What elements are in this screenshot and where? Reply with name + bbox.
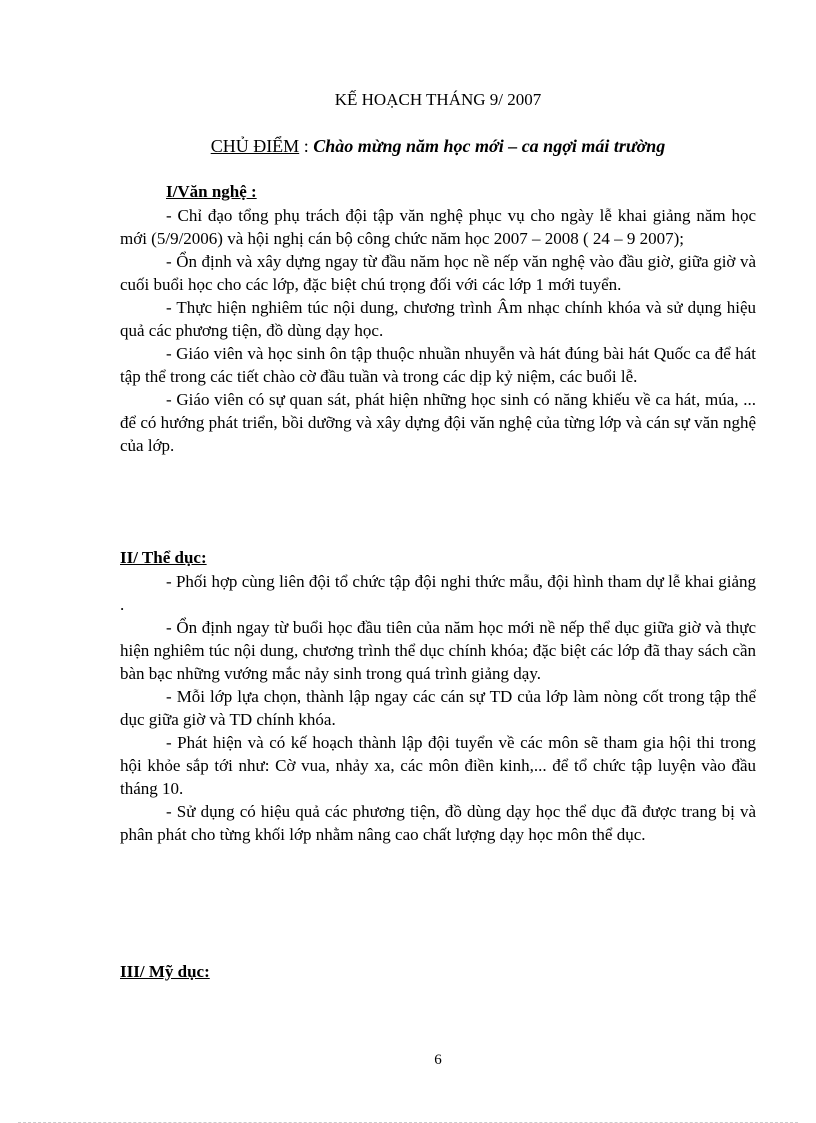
- paragraph: - Giáo viên và học sinh ôn tập thuộc nhuần nhuyễn và hát đúng bài hát Quốc ca để hát tập thể trong các tiết chào cờ đầu tuần và trong các dịp kỷ niệm, các buổi lễ.: [120, 344, 756, 386]
- paragraph: - Chỉ đạo tổng phụ trách đội tập văn nghệ phục vụ cho ngày lễ khai giảng năm học mới (5/9/2006) và hội nghị cán bộ công chức năm học 2007 – 2008 ( 24 – 9 2007);: [120, 206, 756, 248]
- paragraph: - Sử dụng có hiệu quả các phương tiện, đồ dùng dạy học thể dục đã được trang bị và phân phát cho từng khối lớp nhằm nâng cao chất lượng dạy học môn thể dục.: [120, 802, 756, 844]
- page-number: 6: [434, 1052, 442, 1068]
- theme-separator: :: [299, 136, 314, 156]
- theme-text: Chào mừng năm học mới – ca ngợi mái trường: [313, 136, 666, 156]
- section-heading-van-nghe: I/Văn nghệ :: [166, 182, 257, 201]
- section-van-nghe: [120, 204, 756, 457]
- theme-label: CHỦ ĐIỂM: [210, 136, 300, 156]
- paragraph: - Thực hiện nghiêm túc nội dung, chương trình Âm nhạc chính khóa và sử dụng hiệu quả các phương tiện, đồ dùng dạy học.: [120, 298, 756, 340]
- paragraph: - Giáo viên có sự quan sát, phát hiện những học sinh có năng khiếu về ca hát, múa, ... để có hướng phát triển, bồi dưỡng và xây dựng đội văn nghệ của từng lớp và cán sự văn nghệ của lớp.: [120, 390, 756, 455]
- document-title: KẾ HOẠCH THÁNG 9/ 2007: [334, 90, 542, 109]
- section-heading-the-duc: II/ Thể dục:: [120, 548, 207, 567]
- section-the-duc: [120, 570, 756, 846]
- paragraph: - Phát hiện và có kế hoạch thành lập đội tuyển về các môn sẽ tham gia hội thi trong hội khỏe sắp tới như: Cờ vua, nhảy xa, các môn điền kinh,... để tổ chức tập luyện vào đầu tháng 10.: [120, 733, 756, 798]
- paragraph: - Phối hợp cùng liên đội tổ chức tập đội nghi thức mẫu, đội hình tham dự lễ khai giảng .: [120, 572, 756, 614]
- section-heading-my-duc: III/ Mỹ dục:: [120, 962, 210, 981]
- paragraph: - Mỗi lớp lựa chọn, thành lập ngay các cán sự TD của lớp làm nòng cốt trong tập thể dục giữa giờ và TD chính khóa.: [120, 687, 756, 729]
- theme-line: [0, 136, 816, 157]
- paragraph: - Ổn định ngay từ buổi học đầu tiên của năm học mới nề nếp thể dục giữa giờ và thực hiện nghiêm túc nội dung, chương trình thể dục chính khóa; đặc biệt các lớp đã thay sách cần bàn bạc những vướng mắc nảy sinh trong quá trình giảng dạy.: [120, 618, 756, 683]
- paragraph: - Ổn định và xây dựng ngay từ đầu năm học nề nếp văn nghệ vào đầu giờ, giữa giờ và cuối buổi học cho các lớp, đặc biệt chú trọng đối với các lớp 1 mới tuyển.: [120, 252, 756, 294]
